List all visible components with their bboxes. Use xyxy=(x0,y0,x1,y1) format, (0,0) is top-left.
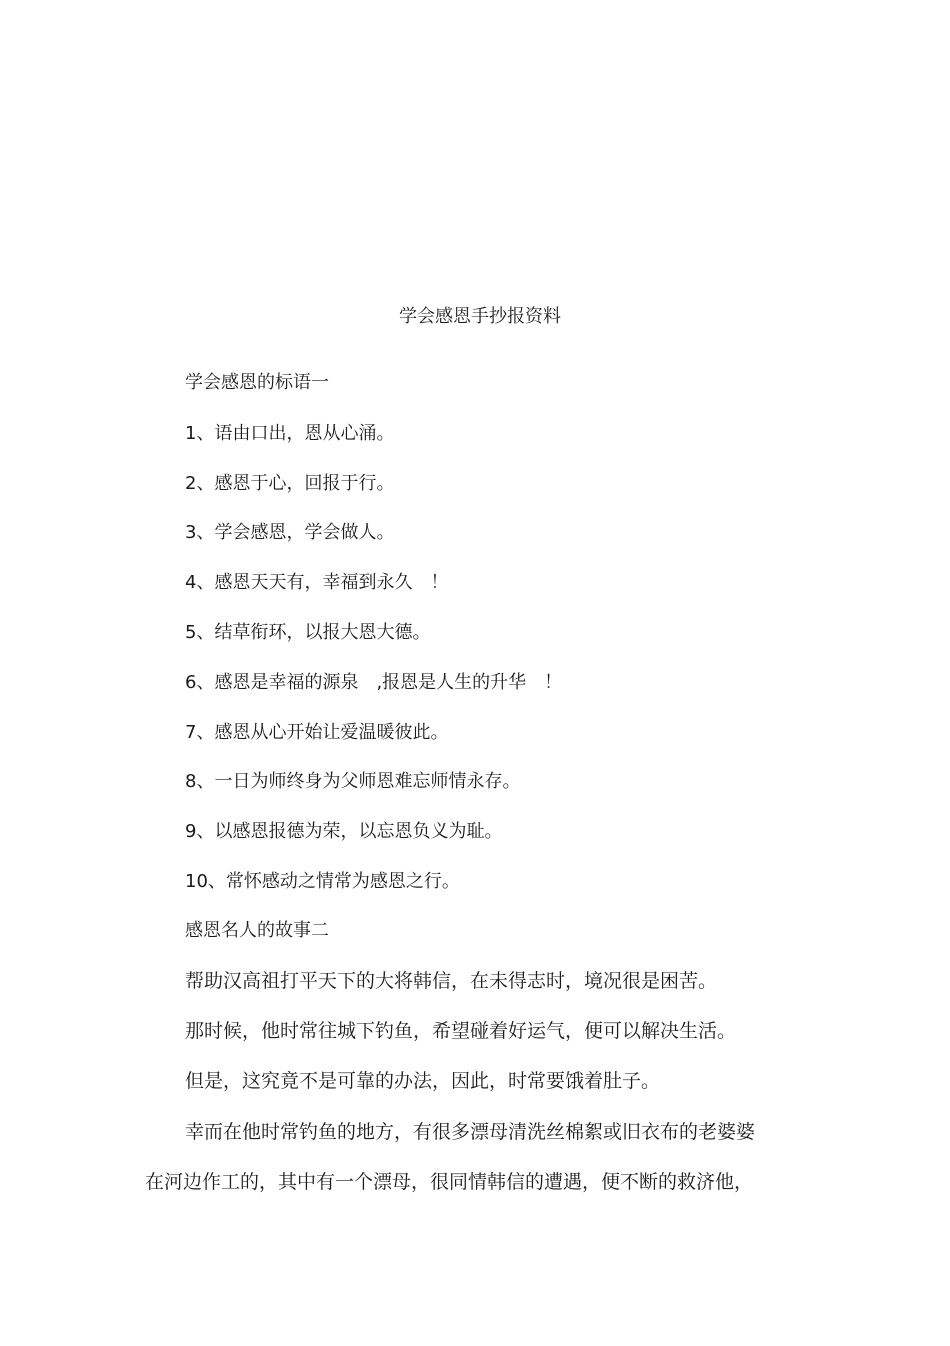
slogan-item: 2、感恩于心，回报于行。 xyxy=(185,473,395,494)
document-title: 学会感恩手抄报资料 xyxy=(399,306,561,327)
slogan-item: 5、结草衔环，以报大恩大德。 xyxy=(185,622,431,643)
story-paragraph: 帮助汉高祖打平天下的大将韩信，在未得志时，境况很是困苦。 xyxy=(185,970,718,992)
story-paragraph: 幸而在他时常钓鱼的地方，有很多漂母清洗丝棉絮或旧衣布的老婆婆 xyxy=(185,1121,756,1143)
story-paragraph-continuation: 在河边作工的，其中有一个漂母，很同情韩信的遭遇，便不断的救济他， xyxy=(145,1171,754,1193)
section-heading: 感恩名人的故事二 xyxy=(185,920,329,941)
slogan-item: 1、语由口出，恩从心涌。 xyxy=(185,423,395,444)
slogan-item: 6、感恩是幸福的源泉 ,报恩是人生的升华 ！ xyxy=(185,672,563,693)
story-paragraph: 那时候，他时常往城下钓鱼，希望碰着好运气，便可以解决生活。 xyxy=(185,1020,737,1042)
section-heading: 学会感恩的标语一 xyxy=(185,372,329,393)
slogan-item: 9、以感恩报德为荣，以忘恩负义为耻。 xyxy=(185,821,503,842)
slogan-item: 4、感恩天天有，幸福到永久 ！ xyxy=(185,572,449,593)
story-paragraph: 但是，这究竟不是可靠的办法，因此，时常要饿着肚子。 xyxy=(185,1070,661,1092)
slogan-item: 3、学会感恩，学会做人。 xyxy=(185,522,395,543)
slogan-item: 7、感恩从心开始让爱温暖彼此。 xyxy=(185,722,449,743)
slogan-item: 8、一日为师终身为父师恩难忘师情永存。 xyxy=(185,771,521,792)
slogan-item: 10、常怀感动之情常为感恩之行。 xyxy=(185,871,460,892)
